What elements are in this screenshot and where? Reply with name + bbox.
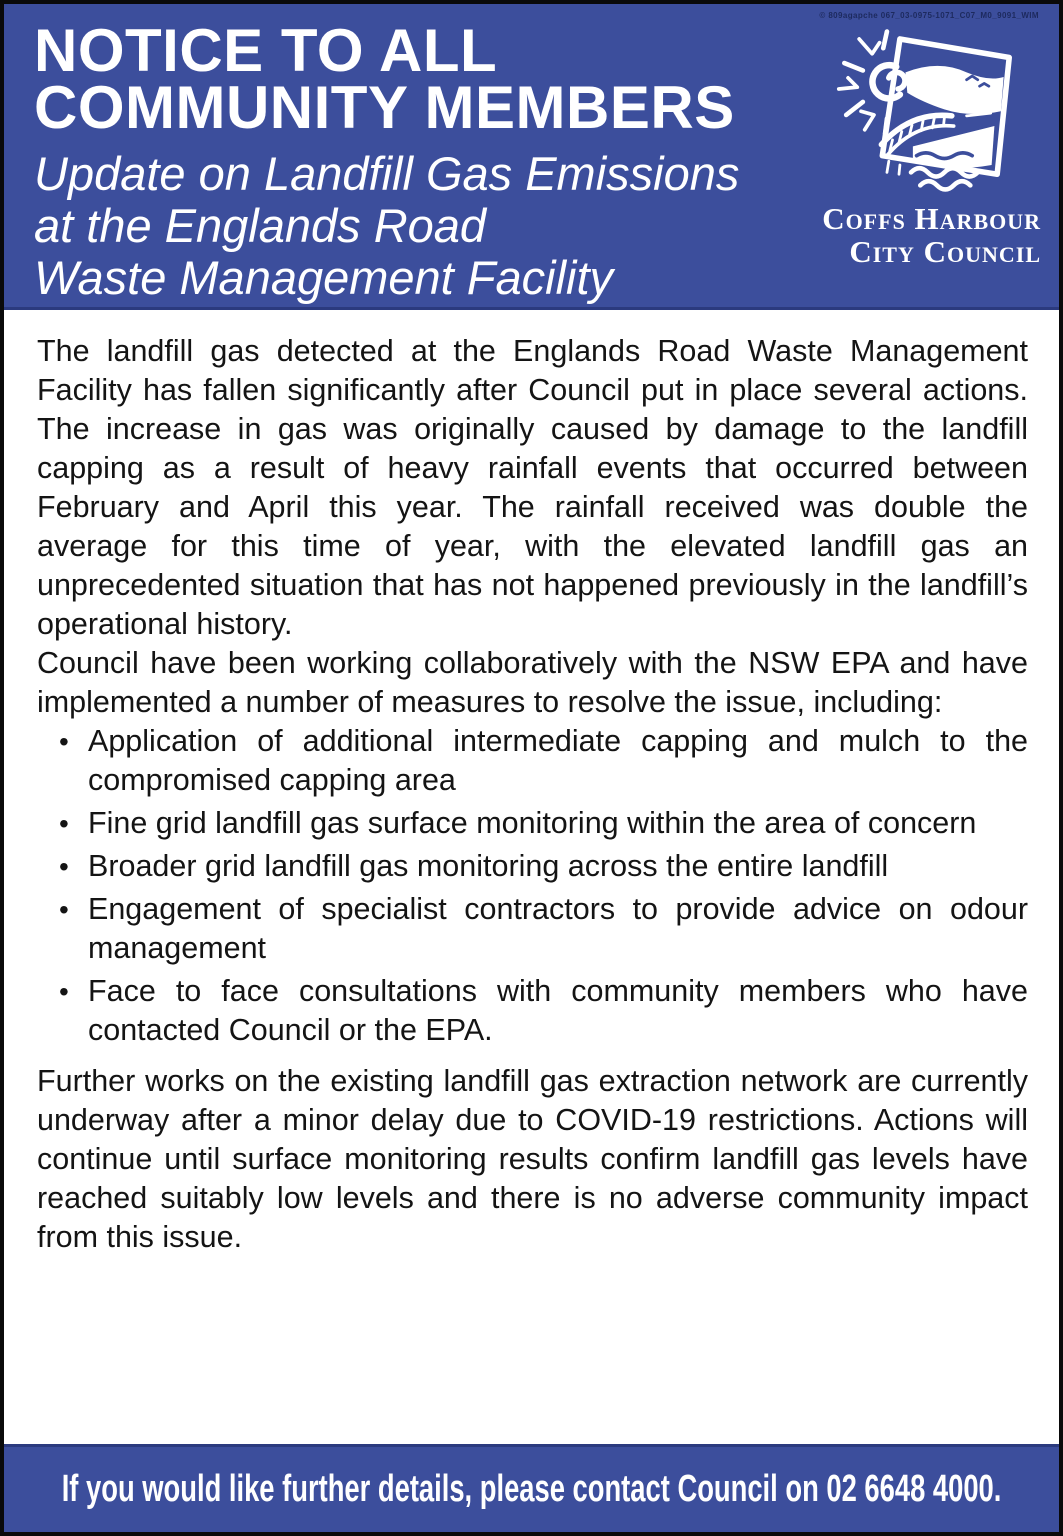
measures-list xyxy=(37,722,1028,1050)
footer-band xyxy=(4,1444,1059,1532)
contact-message: If you would like further details, please contact Council on 02 6648 4000. xyxy=(61,1468,1002,1510)
wordmark-line-2: City Council xyxy=(849,234,1041,269)
subtitle-line-3: Waste Management Facility xyxy=(34,251,614,304)
subtitle-line-2: at the Englands Road xyxy=(34,199,487,252)
paragraph-further-works: Further works on the existing landfill gas extraction network are currently underway after a minor delay due to COVID-19 restrictions. Actions will continue until surface monitoring results confirm landfill gas levels have reached suitably low levels and there is no adverse community impact from this issue. xyxy=(37,1064,1028,1254)
list-item-consultations: • Face to face consultations with community members who have contacted Council or the EPA. xyxy=(58,972,1028,1050)
list-item-capping: • Application of additional intermediate capping and mulch to the compromised capping area xyxy=(58,722,1028,800)
council-logo xyxy=(797,26,1045,268)
list-item-fine-grid: • Fine grid landfill gas surface monitoring within the area of concern xyxy=(58,804,1028,843)
subtitle-line-1: Update on Landfill Gas Emissions xyxy=(34,147,740,200)
list-item-contractors: • Engagement of specialist contractors to provide advice on odour management xyxy=(58,890,1028,968)
paragraph-epa-measures: Council have been working collaboratively with the NSW EPA and have implemented a number of measures to resolve the issue, including: xyxy=(37,646,1028,719)
header-band xyxy=(4,4,1059,310)
notice-body xyxy=(4,310,1059,1444)
title-line-1: NOTICE TO ALL xyxy=(34,17,498,84)
sun-bridge-harbour-emblem-icon xyxy=(831,26,1017,202)
title-line-2: COMMUNITY MEMBERS xyxy=(34,74,735,141)
paragraph-gas-update: The landfill gas detected at the Englands Road Waste Management Facility has fallen significantly after Council put in place several actions. The increase in gas was originally caused by damage to the landfill capping as a result of heavy rainfall events that occurred between February and April this year. The rainfall received was double the average for this time of year, with the elevated landfill gas an unprecedented situation that has not happened previously in the landfill’s operational history. xyxy=(37,334,1028,641)
print-code: © 809agapche 067_03-0975-1071_C07_M0_9091_WIM xyxy=(819,11,1039,20)
wordmark-line-1: Coffs Harbour xyxy=(822,201,1041,236)
council-wordmark xyxy=(797,202,1045,268)
list-item-broader-grid: • Broader grid landfill gas monitoring across the entire landfill xyxy=(58,847,1028,886)
